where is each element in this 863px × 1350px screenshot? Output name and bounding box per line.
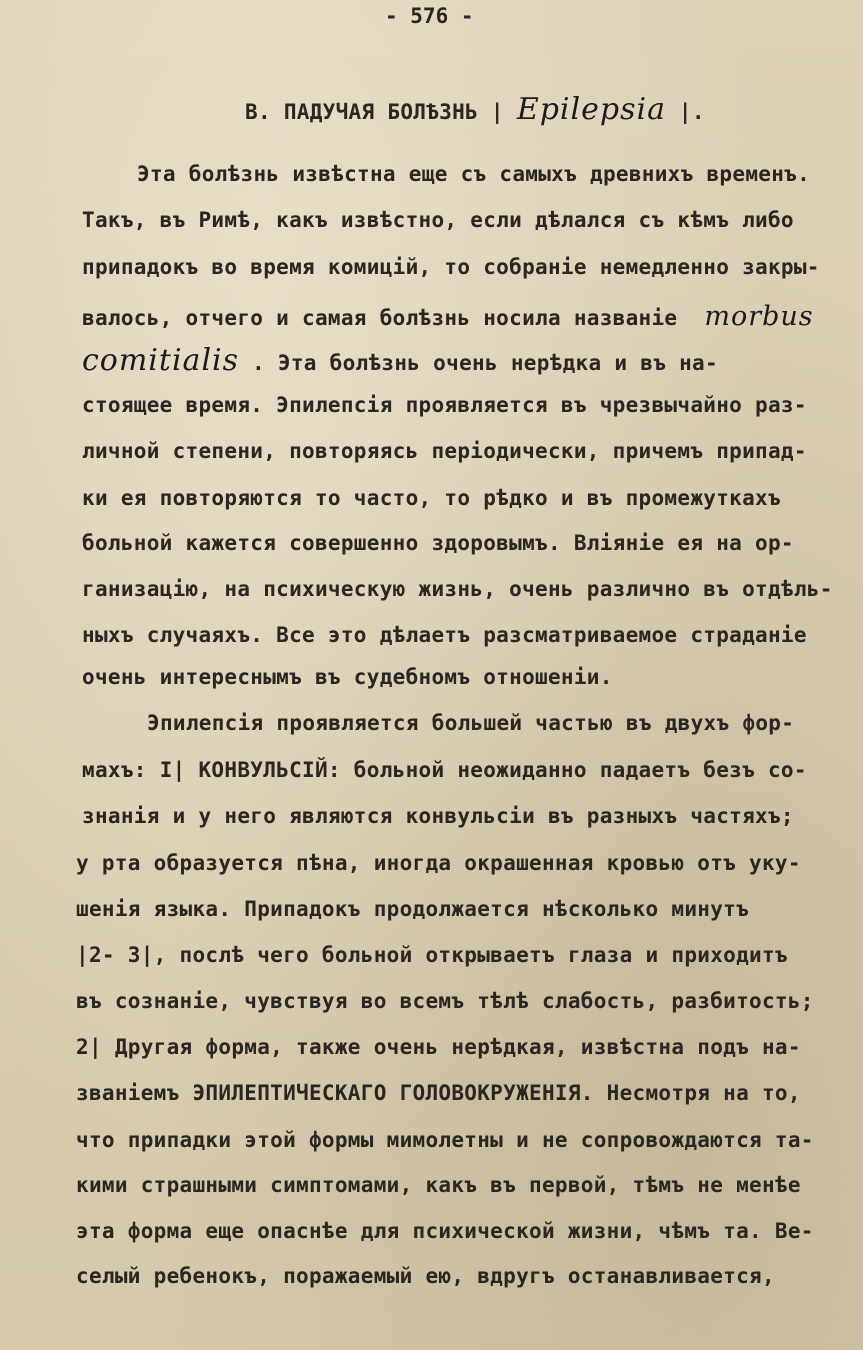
- text-line-5: [82, 343, 718, 378]
- text-line-15: знанія и у него являются конвульсіи въ разныхъ частяхъ;: [82, 804, 794, 828]
- section-heading: [245, 92, 705, 127]
- text-line-14: махъ: I| КОНВУЛЬСІЙ: больной неожиданно падаетъ безъ со-: [82, 758, 807, 782]
- handwritten-comitialis: comitialis: [82, 343, 240, 378]
- text-line-1: Эта болѣзнь извѣстна еще съ самыхъ древнихъ временъ.: [137, 162, 811, 186]
- text-line-9: больной кажется совершенно здоровымъ. Вліяніе ея на ор-: [82, 531, 794, 555]
- text-line-10: ганизацію, на психическую жизнь, очень различно въ отдѣль-: [82, 577, 833, 601]
- text-line-13: Эпилепсія проявляется большей частью въ двухъ фор-: [147, 711, 795, 735]
- text-line-21: званіемъ ЭПИЛЕПТИЧЕСКАГО ГОЛОВОКРУЖЕНІЯ. Несмотря на то,: [76, 1081, 801, 1105]
- text-line-4-print: валось, отчего и самая болѣзнь носила названіе: [82, 306, 678, 330]
- text-line-4: [82, 303, 814, 330]
- text-line-8: ки ея повторяются то часто, то рѣдко и въ промежуткахъ: [82, 486, 781, 510]
- text-line-2: Такъ, въ Римѣ, какъ извѣстно, если дѣлался съ кѣмъ либо: [82, 208, 794, 232]
- text-line-24: эта форма еще опаснѣе для психической жизни, чѣмъ та. Ве-: [76, 1219, 814, 1243]
- text-line-6: стоящее время. Эпилепсія проявляется въ чрезвычайно раз-: [82, 393, 807, 417]
- text-line-23: кими страшными симптомами, какъ въ первой, тѣмъ не менѣе: [76, 1173, 801, 1197]
- text-line-22: что припадки этой формы мимолетны и не сопровождаются та-: [76, 1128, 814, 1152]
- text-line-20: 2| Другая форма, также очень нерѣдкая, извѣстна подъ на-: [76, 1035, 801, 1059]
- text-line-11: ныхъ случаяхъ. Все это дѣлаетъ разсматриваемое страданіе: [82, 623, 807, 647]
- text-line-12: очень интереснымъ въ судебномъ отношеніи.: [82, 665, 613, 689]
- heading-prefix: В. ПАДУЧАЯ БОЛѢЗНЬ |: [245, 100, 504, 124]
- text-line-25: селый ребенокъ, поражаемый ею, вдругъ останавливается,: [76, 1264, 775, 1288]
- text-line-3: припадокъ во время комицій, то собраніе немедленно закры-: [82, 255, 820, 279]
- text-line-17: шенія языка. Припадокъ продолжается нѣсколько минутъ: [76, 897, 750, 921]
- heading-suffix: |.: [678, 100, 705, 124]
- text-line-16: у рта образуется пѣна, иногда окрашенная кровью отъ уку-: [76, 851, 801, 875]
- text-line-18: |2- 3|, послѣ чего больной открываетъ глаза и приходитъ: [76, 943, 788, 967]
- heading-latin-handwritten: Epilepsia: [516, 92, 666, 127]
- page-number: - 576 -: [385, 4, 474, 28]
- handwritten-morbus: morbus: [704, 301, 814, 332]
- text-line-7: личной степени, повторяясь періодически, причемъ припад-: [82, 439, 807, 463]
- text-line-19: въ сознаніе, чувствуя во всемъ тѣлѣ слабость, разбитость;: [76, 989, 814, 1013]
- text-line-5-print: . Эта болѣзнь очень нерѣдка и въ на-: [251, 351, 718, 375]
